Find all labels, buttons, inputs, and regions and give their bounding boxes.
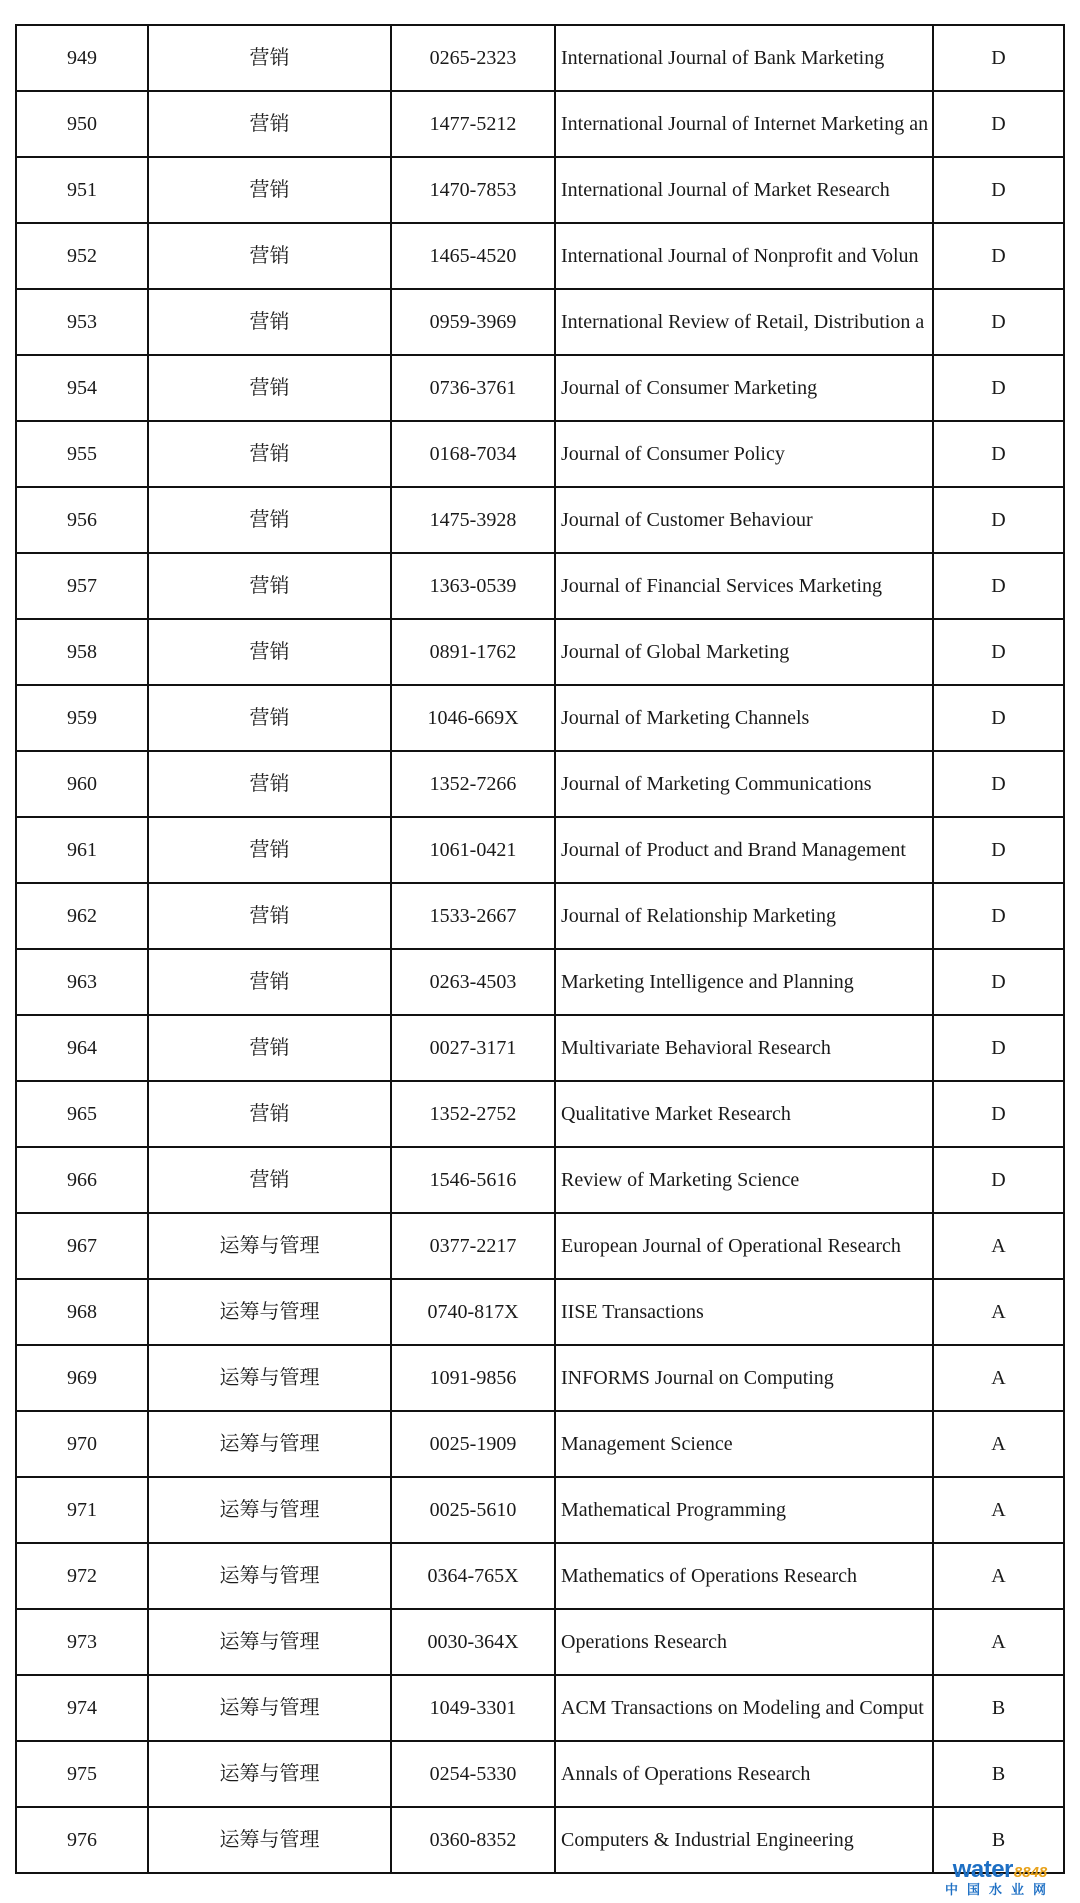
issn-cell: 1049-3301: [391, 1675, 555, 1741]
grade-cell: D: [933, 949, 1064, 1015]
category-cell: 营销: [148, 751, 391, 817]
grade-cell: D: [933, 1015, 1064, 1081]
row-number: 964: [16, 1015, 148, 1081]
category-cell: 营销: [148, 685, 391, 751]
table-row: [16, 1015, 1064, 1081]
grade-cell: D: [933, 25, 1064, 91]
category-cell: 运筹与管理: [148, 1411, 391, 1477]
grade-cell: D: [933, 883, 1064, 949]
table-row: [16, 619, 1064, 685]
grade-cell: D: [933, 1081, 1064, 1147]
table-row: [16, 685, 1064, 751]
category-cell: 运筹与管理: [148, 1807, 391, 1873]
table-row: [16, 751, 1064, 817]
table-row: [16, 487, 1064, 553]
row-number: 958: [16, 619, 148, 685]
table-body: [16, 25, 1064, 1873]
journal-table: [15, 24, 1065, 1874]
journal-title-cell: ACM Transactions on Modeling and Comput: [555, 1675, 933, 1741]
row-number: 951: [16, 157, 148, 223]
journal-title-cell: International Journal of Internet Marketing an: [555, 91, 933, 157]
grade-cell: A: [933, 1345, 1064, 1411]
journal-title-cell: International Journal of Market Research: [555, 157, 933, 223]
journal-title-cell: International Journal of Bank Marketing: [555, 25, 933, 91]
category-cell: 营销: [148, 1081, 391, 1147]
journal-title-cell: INFORMS Journal on Computing: [555, 1345, 933, 1411]
grade-cell: D: [933, 619, 1064, 685]
journal-title-cell: Marketing Intelligence and Planning: [555, 949, 933, 1015]
category-cell: 营销: [148, 949, 391, 1015]
grade-cell: D: [933, 223, 1064, 289]
issn-cell: 0959-3969: [391, 289, 555, 355]
table-row: [16, 1741, 1064, 1807]
row-number: 959: [16, 685, 148, 751]
journal-title-cell: Journal of Marketing Communications: [555, 751, 933, 817]
row-number: 952: [16, 223, 148, 289]
grade-cell: A: [933, 1213, 1064, 1279]
category-cell: 运筹与管理: [148, 1213, 391, 1279]
issn-cell: 0263-4503: [391, 949, 555, 1015]
journal-title-cell: Computers & Industrial Engineering: [555, 1807, 933, 1873]
issn-cell: 0891-1762: [391, 619, 555, 685]
row-number: 966: [16, 1147, 148, 1213]
journal-title-cell: Annals of Operations Research: [555, 1741, 933, 1807]
issn-cell: 1475-3928: [391, 487, 555, 553]
category-cell: 营销: [148, 487, 391, 553]
issn-cell: 0030-364X: [391, 1609, 555, 1675]
grade-cell: D: [933, 157, 1064, 223]
row-number: 969: [16, 1345, 148, 1411]
table-row: [16, 25, 1064, 91]
issn-cell: 0736-3761: [391, 355, 555, 421]
category-cell: 运筹与管理: [148, 1477, 391, 1543]
row-number: 950: [16, 91, 148, 157]
watermark-brand: water: [952, 1856, 1013, 1883]
watermark-top: [930, 1858, 1070, 1882]
table-row: [16, 1279, 1064, 1345]
category-cell: 运筹与管理: [148, 1609, 391, 1675]
journal-title-cell: Journal of Relationship Marketing: [555, 883, 933, 949]
row-number: 960: [16, 751, 148, 817]
grade-cell: A: [933, 1543, 1064, 1609]
journal-title-cell: Mathematical Programming: [555, 1477, 933, 1543]
journal-title-cell: Journal of Product and Brand Management: [555, 817, 933, 883]
row-number: 968: [16, 1279, 148, 1345]
grade-cell: D: [933, 421, 1064, 487]
journal-title-cell: Multivariate Behavioral Research: [555, 1015, 933, 1081]
journal-title-cell: Journal of Consumer Marketing: [555, 355, 933, 421]
issn-cell: 0740-817X: [391, 1279, 555, 1345]
issn-cell: 0265-2323: [391, 25, 555, 91]
issn-cell: 0254-5330: [391, 1741, 555, 1807]
journal-title-cell: European Journal of Operational Research: [555, 1213, 933, 1279]
table-row: [16, 355, 1064, 421]
journal-title-cell: International Review of Retail, Distribution a: [555, 289, 933, 355]
grade-cell: D: [933, 1147, 1064, 1213]
grade-cell: D: [933, 355, 1064, 421]
watermark-logo: [930, 1858, 1070, 1897]
issn-cell: 0360-8352: [391, 1807, 555, 1873]
category-cell: 运筹与管理: [148, 1741, 391, 1807]
table-row: [16, 883, 1064, 949]
category-cell: 运筹与管理: [148, 1543, 391, 1609]
category-cell: 运筹与管理: [148, 1345, 391, 1411]
table-row: [16, 1543, 1064, 1609]
table-row: [16, 1807, 1064, 1873]
category-cell: 营销: [148, 883, 391, 949]
table-row: [16, 421, 1064, 487]
issn-cell: 1061-0421: [391, 817, 555, 883]
journal-title-cell: Qualitative Market Research: [555, 1081, 933, 1147]
row-number: 962: [16, 883, 148, 949]
row-number: 974: [16, 1675, 148, 1741]
row-number: 970: [16, 1411, 148, 1477]
row-number: 976: [16, 1807, 148, 1873]
issn-cell: 1477-5212: [391, 91, 555, 157]
table-row: [16, 157, 1064, 223]
journal-title-cell: Review of Marketing Science: [555, 1147, 933, 1213]
row-number: 972: [16, 1543, 148, 1609]
journal-title-cell: International Journal of Nonprofit and Volun: [555, 223, 933, 289]
watermark-number: 8848: [1013, 1864, 1048, 1881]
grade-cell: A: [933, 1609, 1064, 1675]
table-row: [16, 553, 1064, 619]
table-row: [16, 1411, 1064, 1477]
table-row: [16, 1675, 1064, 1741]
issn-cell: 0168-7034: [391, 421, 555, 487]
row-number: 967: [16, 1213, 148, 1279]
issn-cell: 1533-2667: [391, 883, 555, 949]
table-row: [16, 949, 1064, 1015]
table-row: [16, 91, 1064, 157]
issn-cell: 1046-669X: [391, 685, 555, 751]
grade-cell: D: [933, 91, 1064, 157]
grade-cell: A: [933, 1279, 1064, 1345]
issn-cell: 0364-765X: [391, 1543, 555, 1609]
category-cell: 营销: [148, 1147, 391, 1213]
journal-title-cell: Journal of Financial Services Marketing: [555, 553, 933, 619]
category-cell: 营销: [148, 157, 391, 223]
issn-cell: 1352-7266: [391, 751, 555, 817]
issn-cell: 1091-9856: [391, 1345, 555, 1411]
journal-title-cell: Mathematics of Operations Research: [555, 1543, 933, 1609]
category-cell: 运筹与管理: [148, 1675, 391, 1741]
issn-cell: 1546-5616: [391, 1147, 555, 1213]
row-number: 949: [16, 25, 148, 91]
journal-title-cell: Operations Research: [555, 1609, 933, 1675]
table-row: [16, 1477, 1064, 1543]
row-number: 975: [16, 1741, 148, 1807]
category-cell: 营销: [148, 289, 391, 355]
grade-cell: D: [933, 685, 1064, 751]
journal-title-cell: IISE Transactions: [555, 1279, 933, 1345]
issn-cell: 1470-7853: [391, 157, 555, 223]
grade-cell: D: [933, 487, 1064, 553]
category-cell: 营销: [148, 817, 391, 883]
issn-cell: 0027-3171: [391, 1015, 555, 1081]
issn-cell: 1352-2752: [391, 1081, 555, 1147]
row-number: 954: [16, 355, 148, 421]
category-cell: 营销: [148, 553, 391, 619]
category-cell: 营销: [148, 25, 391, 91]
grade-cell: A: [933, 1411, 1064, 1477]
row-number: 973: [16, 1609, 148, 1675]
issn-cell: 1465-4520: [391, 223, 555, 289]
issn-cell: 0377-2217: [391, 1213, 555, 1279]
grade-cell: B: [933, 1675, 1064, 1741]
journal-title-cell: Journal of Global Marketing: [555, 619, 933, 685]
row-number: 957: [16, 553, 148, 619]
watermark-subtitle: 中国水业网: [944, 1883, 1055, 1898]
grade-cell: D: [933, 553, 1064, 619]
grade-cell: D: [933, 289, 1064, 355]
table-row: [16, 1147, 1064, 1213]
row-number: 961: [16, 817, 148, 883]
journal-title-cell: Journal of Consumer Policy: [555, 421, 933, 487]
category-cell: 营销: [148, 91, 391, 157]
journal-title-cell: Management Science: [555, 1411, 933, 1477]
grade-cell: D: [933, 751, 1064, 817]
table-row: [16, 1609, 1064, 1675]
grade-cell: B: [933, 1807, 1064, 1873]
row-number: 963: [16, 949, 148, 1015]
journal-title-cell: Journal of Customer Behaviour: [555, 487, 933, 553]
grade-cell: B: [933, 1741, 1064, 1807]
row-number: 955: [16, 421, 148, 487]
grade-cell: A: [933, 1477, 1064, 1543]
grade-cell: D: [933, 817, 1064, 883]
table-row: [16, 1081, 1064, 1147]
row-number: 953: [16, 289, 148, 355]
issn-cell: 0025-5610: [391, 1477, 555, 1543]
category-cell: 营销: [148, 223, 391, 289]
row-number: 965: [16, 1081, 148, 1147]
category-cell: 运筹与管理: [148, 1279, 391, 1345]
issn-cell: 0025-1909: [391, 1411, 555, 1477]
table-row: [16, 1213, 1064, 1279]
row-number: 956: [16, 487, 148, 553]
category-cell: 营销: [148, 1015, 391, 1081]
issn-cell: 1363-0539: [391, 553, 555, 619]
table-row: [16, 289, 1064, 355]
category-cell: 营销: [148, 421, 391, 487]
table-row: [16, 1345, 1064, 1411]
table-row: [16, 817, 1064, 883]
journal-title-cell: Journal of Marketing Channels: [555, 685, 933, 751]
row-number: 971: [16, 1477, 148, 1543]
category-cell: 营销: [148, 355, 391, 421]
table-row: [16, 223, 1064, 289]
category-cell: 营销: [148, 619, 391, 685]
